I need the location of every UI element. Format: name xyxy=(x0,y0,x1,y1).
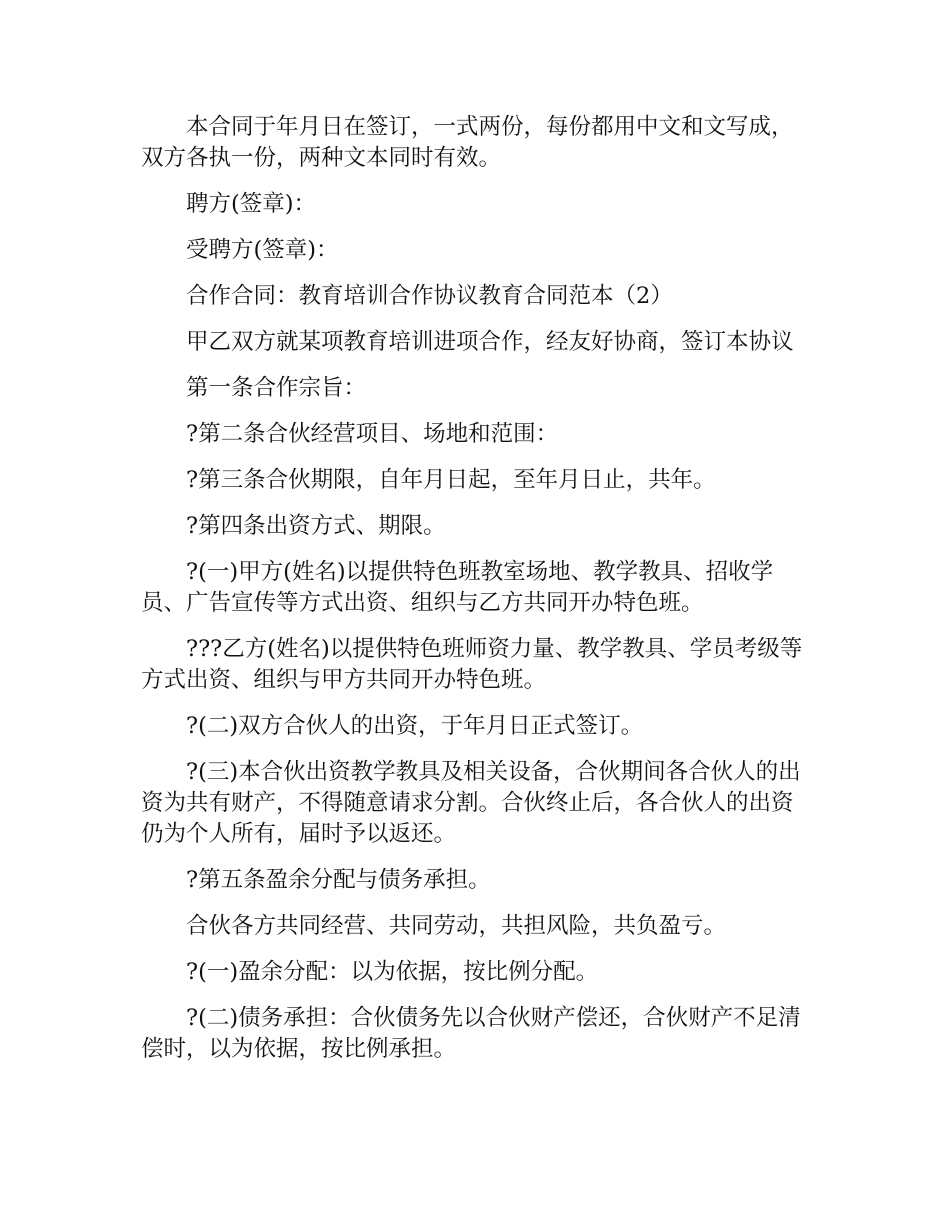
paragraph: ?(一)甲方(姓名)以提供特色班教室场地、教学教具、招收学员、广告宣传等方式出资、组织与乙方共同开办特色班。 xyxy=(141,559,774,616)
paragraph: ???乙方(姓名)以提供特色班师资力量、教学教具、学员考级等方式出资、组织与甲方共同开办特色班。 xyxy=(141,636,803,693)
paragraph: ?第二条合伙经营项目、场地和范围： xyxy=(186,421,559,447)
paragraph: ?(二)债务承担：合伙债务先以合伙财产偿还，合伙财产不足清偿时，以为依据，按比例承担。 xyxy=(141,1005,801,1062)
paragraph: 受聘方(签章)： xyxy=(186,237,339,263)
paragraph: 甲乙双方就某项教育培训进项合作，经友好协商，签订本协议 xyxy=(186,329,794,355)
paragraph: 合作合同：教育培训合作协议教育合同范本（2） xyxy=(186,283,673,309)
paragraph: ?第三条合伙期限，自年月日起，至年月日止，共年。 xyxy=(186,467,716,493)
paragraph: 聘方(签章)： xyxy=(186,191,317,217)
paragraph: 合伙各方共同经营、共同劳动，共担风险，共负盈亏。 xyxy=(186,913,727,939)
paragraph: 本合同于年月日在签订，一式两份，每份都用中文和文写成，双方各执一份，两种文本同时有效。 xyxy=(141,114,794,171)
paragraph: ?(一)盈余分配：以为依据，按比例分配。 xyxy=(186,959,599,985)
paragraph: ?(三)本合伙出资教学教具及相关设备，合伙期间各合伙人的出资为共有财产，不得随意请求分割。合伙终止后，各合伙人的出资仍为个人所有，届时予以返还。 xyxy=(141,759,801,847)
document-body xyxy=(141,112,813,1080)
paragraph: ?第四条出资方式、期限。 xyxy=(186,513,446,539)
paragraph: ?(二)双方合伙人的出资，于年月日正式签订。 xyxy=(186,713,644,739)
paragraph: ?第五条盈余分配与债务承担。 xyxy=(186,867,491,893)
paragraph: 第一条合作宗旨： xyxy=(186,375,367,401)
